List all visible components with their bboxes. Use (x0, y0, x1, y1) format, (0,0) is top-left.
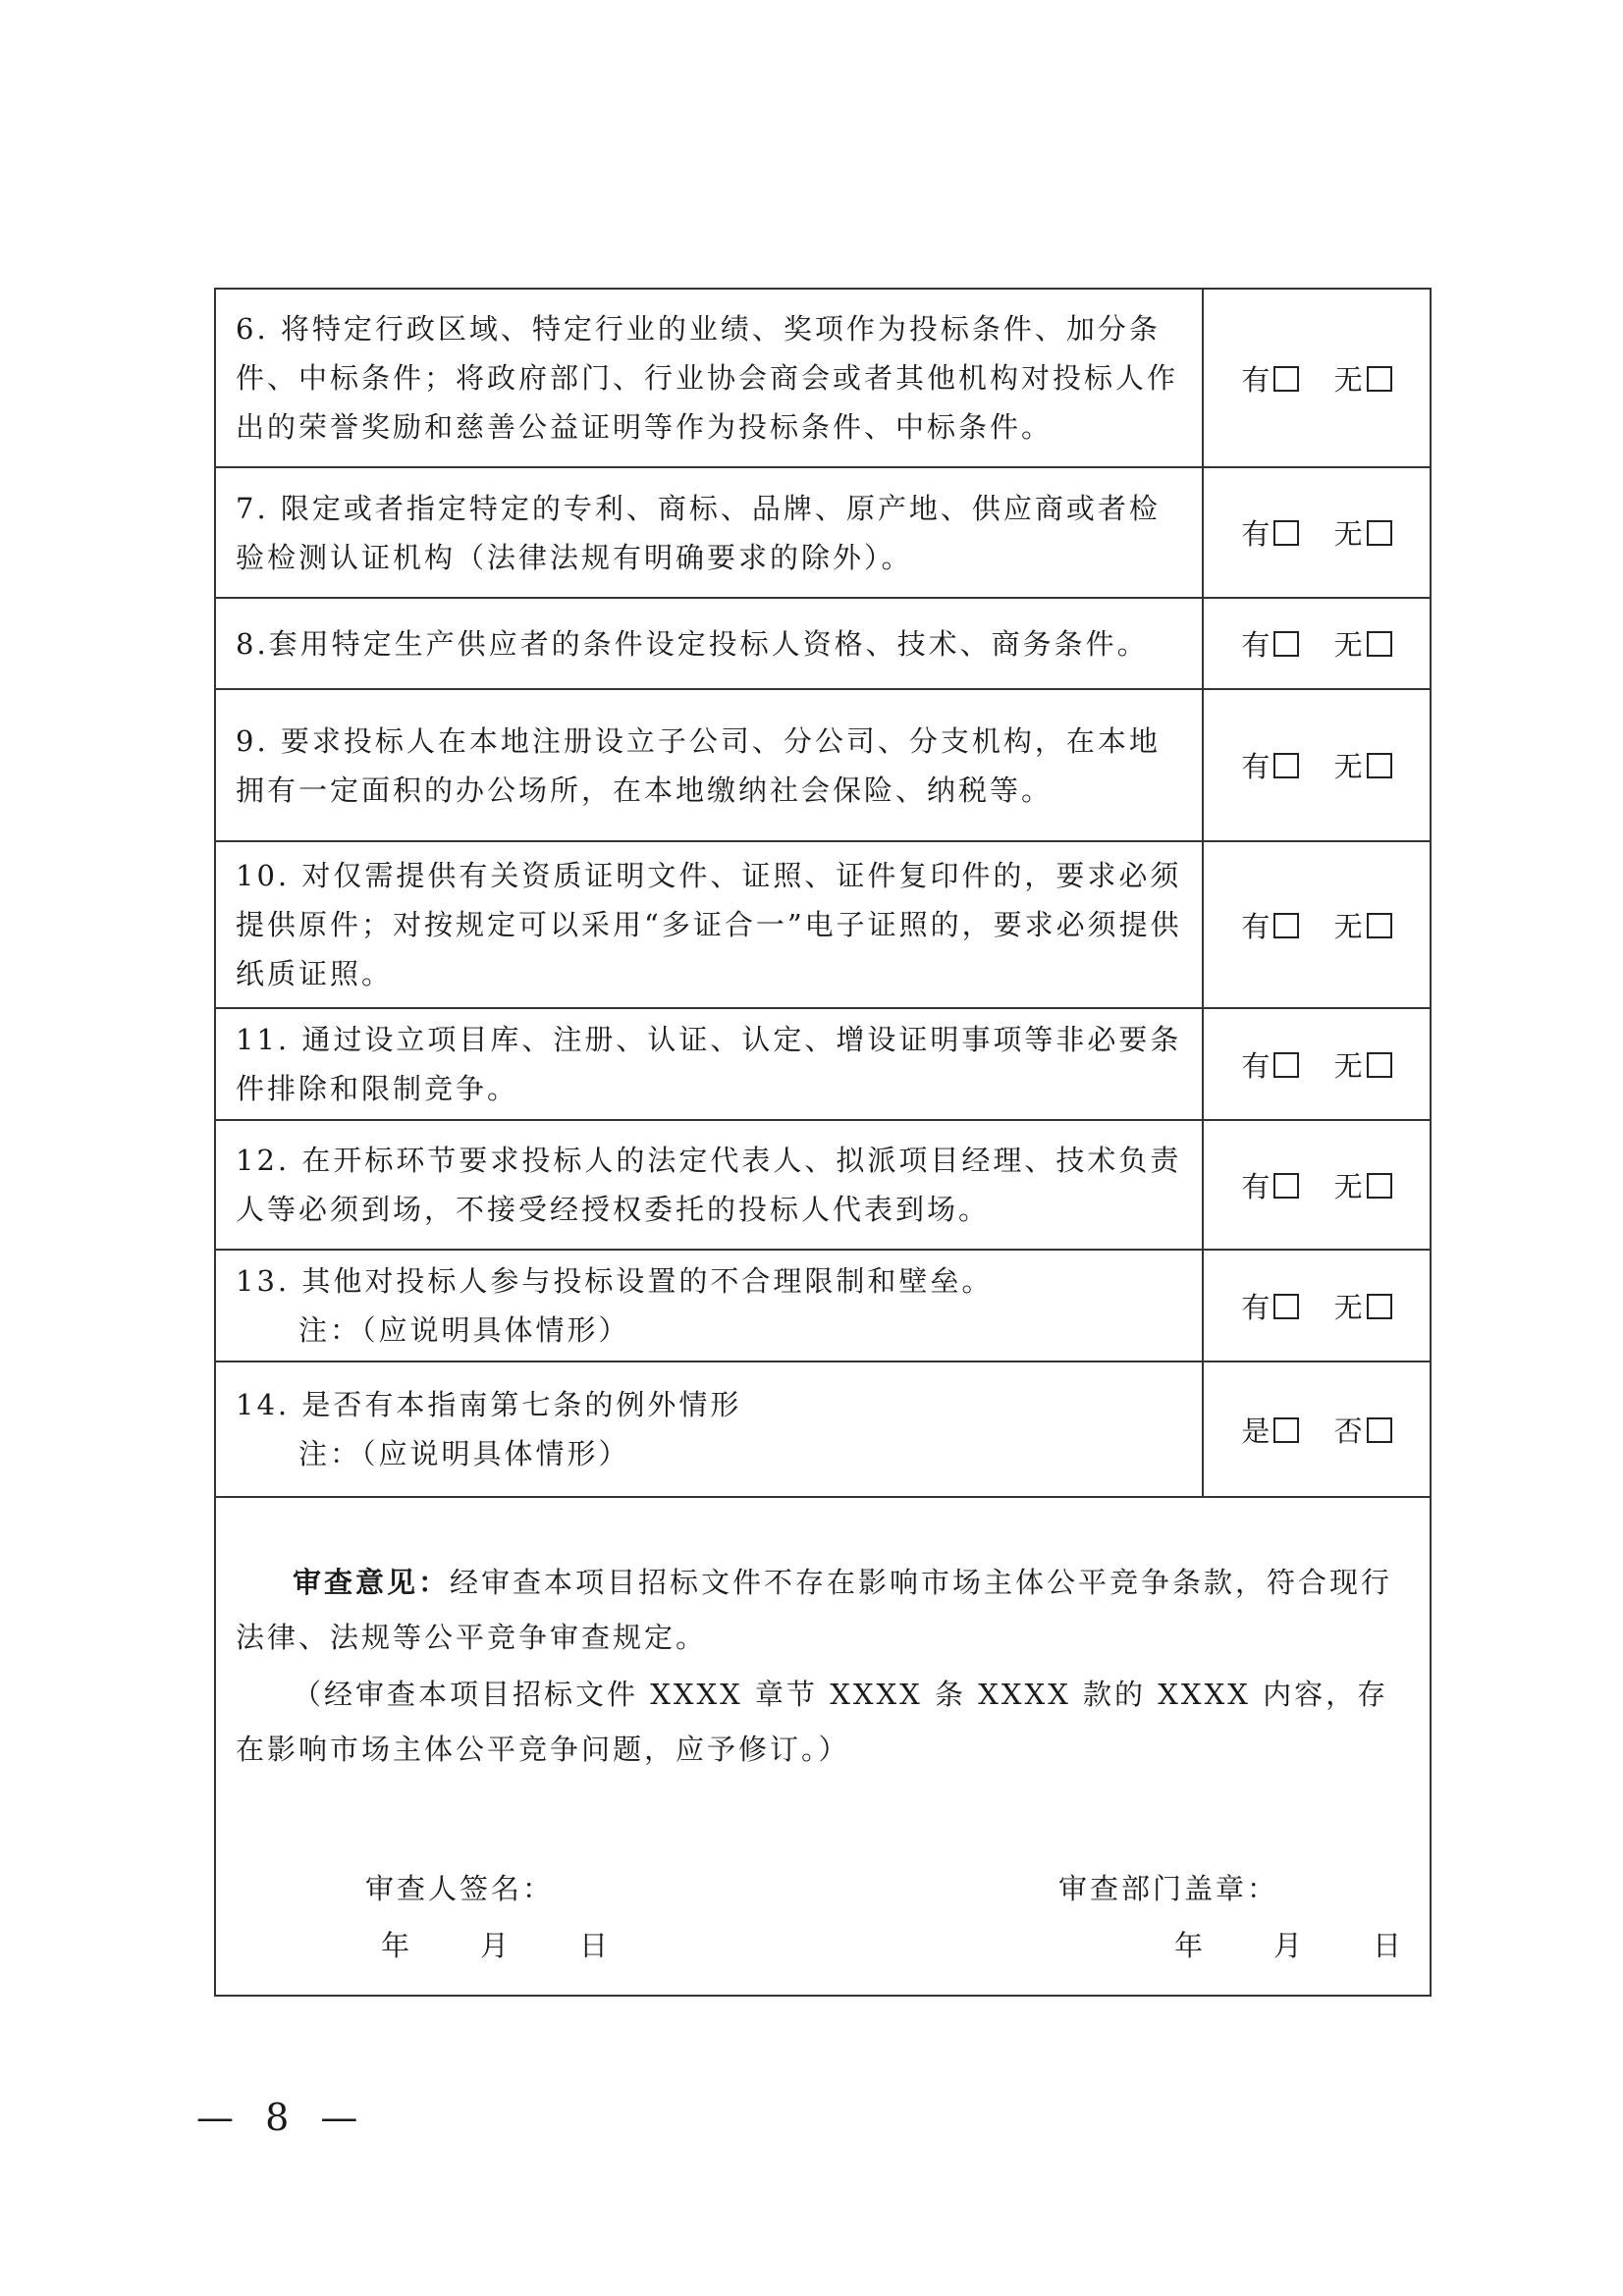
checkbox[interactable] (1367, 913, 1392, 938)
item-text: 6. 将特定行政区域、特定行业的业绩、奖项作为投标条件、加分条件、中标条件；将政府部门、行业协会商会或者其他机构对投标人作出的荣誉奖励和慈善公益证明等作为投标条件、中标条件。 (215, 289, 1203, 467)
department-date[interactable]: 年 月 日 (1174, 1929, 1402, 1962)
reviewer-date[interactable]: 年 月 日 (381, 1929, 609, 1962)
item-text: 10. 对仅需提供有关资质证明文件、证照、证件复印件的，要求必须提供原件；对按规定可以采用“多证合一”电子证照的，要求必须提供纸质证照。 (215, 841, 1203, 1008)
checkbox[interactable] (1273, 913, 1299, 938)
table-row (215, 598, 1431, 689)
checkbox[interactable] (1273, 1052, 1299, 1078)
checkbox[interactable] (1367, 1417, 1392, 1443)
opinion-row (215, 1497, 1431, 1996)
checkbox[interactable] (1273, 1173, 1299, 1199)
checkbox[interactable] (1273, 1417, 1299, 1443)
item-text: 14. 是否有本指南第七条的例外情形 注：（应说明具体情形） (215, 1362, 1203, 1497)
option-yes[interactable]: 有 (1241, 910, 1299, 943)
opinion-label: 审查意见： (293, 1566, 451, 1599)
choice-cell (1203, 1250, 1431, 1362)
opinion-alternative: （经审查本项目招标文件 XXXX 章节 XXXX 条 XXXX 款的 XXXX 内容，存在影响市场主体公平竞争问题，应予修订。） (236, 1678, 1389, 1766)
option-yes[interactable]: 有 (1241, 750, 1299, 783)
choice-cell (1203, 689, 1431, 841)
reviewer-signature-label[interactable]: 审查人签名： (365, 1872, 555, 1905)
checkbox[interactable] (1273, 366, 1299, 392)
review-table (214, 288, 1432, 1997)
option-yes[interactable]: 有 (1241, 517, 1299, 551)
option-yes[interactable]: 有 (1241, 628, 1299, 662)
table-row (215, 1250, 1431, 1362)
option-yes[interactable]: 有 (1241, 363, 1299, 397)
department-stamp-label[interactable]: 审查部门盖章： (1058, 1872, 1279, 1905)
option-no[interactable]: 无 (1334, 363, 1392, 397)
option-yes[interactable]: 有 (1241, 1049, 1299, 1083)
choice-cell (1203, 1120, 1431, 1250)
table-row (215, 1008, 1431, 1120)
checkbox[interactable] (1367, 366, 1392, 392)
choice-cell (1203, 289, 1431, 467)
table-row (215, 467, 1431, 598)
item-text: 8.套用特定生产供应者的条件设定投标人资格、技术、商务条件。 (215, 598, 1203, 689)
checkbox[interactable] (1367, 520, 1392, 546)
item-text: 13. 其他对投标人参与投标设置的不合理限制和壁垒。 注：（应说明具体情形） (215, 1250, 1203, 1362)
option-no[interactable]: 无 (1334, 750, 1392, 783)
checkbox[interactable] (1273, 1294, 1299, 1319)
checkbox[interactable] (1273, 753, 1299, 778)
checkbox[interactable] (1367, 753, 1392, 778)
checkbox[interactable] (1367, 1173, 1392, 1199)
table-row (215, 1362, 1431, 1497)
checkbox[interactable] (1367, 1052, 1392, 1078)
checkbox[interactable] (1273, 631, 1299, 657)
option-no[interactable]: 无 (1334, 1049, 1392, 1083)
item-text: 9. 要求投标人在本地注册设立子公司、分公司、分支机构，在本地拥有一定面积的办公场所，在本地缴纳社会保险、纳税等。 (215, 689, 1203, 841)
option-no[interactable]: 无 (1334, 1291, 1392, 1324)
item-text: 11. 通过设立项目库、注册、认证、认定、增设证明事项等非必要条件排除和限制竞争。 (215, 1008, 1203, 1120)
option-no[interactable]: 否 (1334, 1415, 1392, 1448)
item-note: 注：（应说明具体情形） (298, 1313, 630, 1347)
option-no[interactable]: 无 (1334, 628, 1392, 662)
option-yes[interactable]: 是 (1241, 1415, 1299, 1448)
opinion-cell (215, 1497, 1431, 1996)
item-text: 12. 在开标环节要求投标人的法定代表人、拟派项目经理、技术负责人等必须到场，不接受经授权委托的投标人代表到场。 (215, 1120, 1203, 1250)
choice-cell (1203, 1008, 1431, 1120)
page-number: — 8 — (196, 2096, 368, 2139)
table-row (215, 289, 1431, 467)
checkbox[interactable] (1367, 1294, 1392, 1319)
table-row (215, 841, 1431, 1008)
option-yes[interactable]: 有 (1241, 1291, 1299, 1324)
item-text: 7. 限定或者指定特定的专利、商标、品牌、原产地、供应商或者检验检测认证机构（法律法规有明确要求的除外）。 (215, 467, 1203, 598)
option-no[interactable]: 无 (1334, 517, 1392, 551)
signature-block (236, 1867, 1410, 1985)
option-no[interactable]: 无 (1334, 1170, 1392, 1203)
choice-cell (1203, 1362, 1431, 1497)
checkbox[interactable] (1273, 520, 1299, 546)
opinion-paragraph: 审查意见：经审查本项目招标文件不存在影响市场主体公平竞争条款，符合现行法律、法规等公平竞争审查规定。 (236, 1566, 1393, 1654)
checkbox[interactable] (1367, 631, 1392, 657)
option-no[interactable]: 无 (1334, 910, 1392, 943)
choice-cell (1203, 467, 1431, 598)
choice-cell (1203, 841, 1431, 1008)
table-row (215, 689, 1431, 841)
choice-cell (1203, 598, 1431, 689)
item-note: 注：（应说明具体情形） (298, 1437, 630, 1470)
table-row (215, 1120, 1431, 1250)
option-yes[interactable]: 有 (1241, 1170, 1299, 1203)
